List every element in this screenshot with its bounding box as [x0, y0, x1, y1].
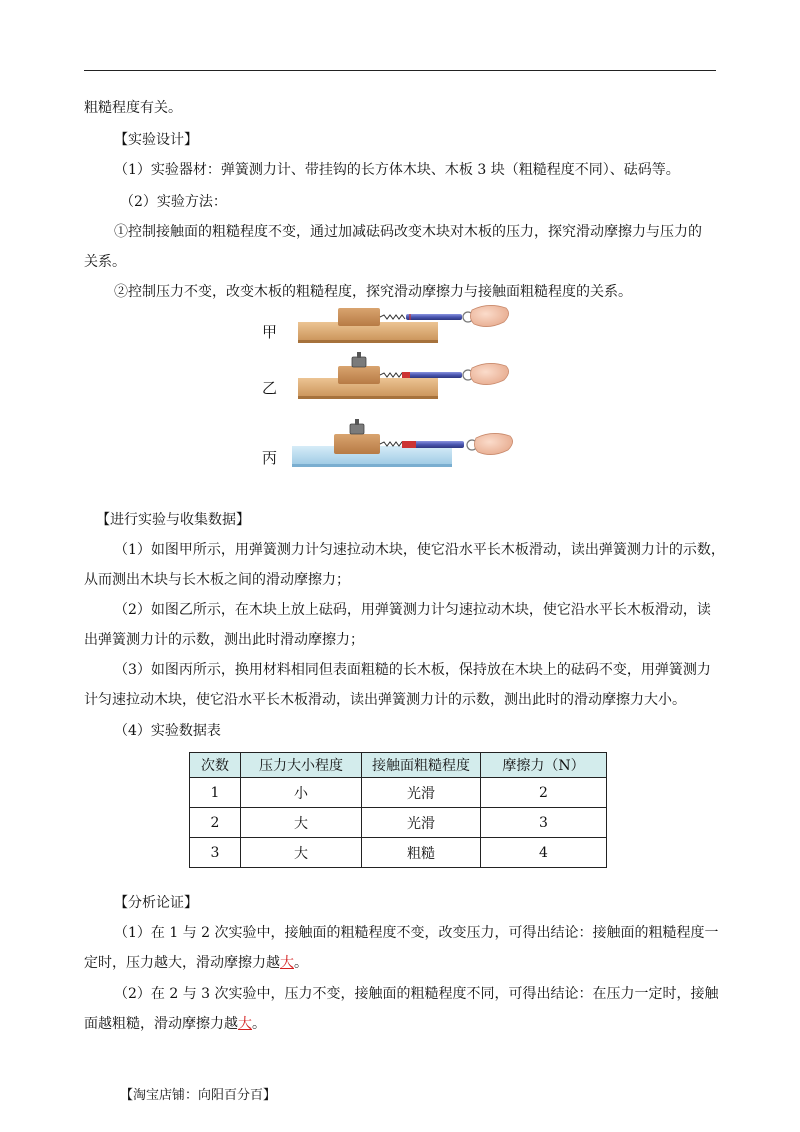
- procedure-step4: （4）实验数据表: [114, 723, 221, 739]
- table-cell: 粗糙: [362, 838, 481, 868]
- table-header: 接触面粗糙程度: [362, 753, 481, 778]
- table-cell: 光滑: [362, 778, 481, 808]
- design-method1-line1: ①控制接触面的粗糙程度不变，通过加减砝码改变木块对木板的压力，探究滑动摩擦力与压力的: [114, 224, 702, 240]
- wood-block: [338, 308, 380, 326]
- figure-label-jia: 甲: [262, 323, 278, 341]
- procedure-step2-line1: （2）如图乙所示，在木块上放上砝码，用弹簧测力计匀速拉动木块，使它沿水平长木板滑动，读: [114, 602, 711, 618]
- analysis-c1-answer: 大: [280, 955, 294, 971]
- table-cell: 1: [190, 778, 241, 808]
- table-cell: 2: [481, 778, 607, 808]
- table-cell: 3: [190, 838, 241, 868]
- analysis-c2-line1: （2）在 2 与 3 次实验中，压力不变，接触面的粗糙程度不同，可得出结论：在压力一定时，接触: [114, 986, 719, 1002]
- experiment-figure: [290, 300, 530, 480]
- procedure-step3-line1: （3）如图丙所示，换用材料相同但表面粗糙的长木板，保持放在木块上的砝码不变，用弹簧测力: [114, 662, 711, 678]
- table-cell: 大: [241, 808, 362, 838]
- analysis-c1-text: 定时，压力越大，滑动摩擦力越: [84, 955, 280, 971]
- figure-label-bing: 丙: [262, 449, 278, 467]
- table-row: [190, 808, 607, 838]
- design-heading: 【实验设计】: [114, 132, 198, 148]
- design-method2: ②控制压力不变，改变木板的粗糙程度，探究滑动摩擦力与接触面粗糙程度的关系。: [114, 284, 632, 300]
- analysis-c2-line2: [84, 1014, 266, 1034]
- hand-icon: [474, 433, 512, 454]
- wood-block: [338, 366, 380, 384]
- table-row: [190, 838, 607, 868]
- design-method1-line2: 关系。: [84, 254, 126, 270]
- procedure-step1-line2: 从而测出木块与长木板之间的滑动摩擦力；: [84, 572, 350, 588]
- table-cell: 4: [481, 838, 607, 868]
- procedure-step2-line2: 出弹簧测力计的示数，测出此时滑动摩擦力；: [84, 632, 364, 648]
- setup-jia: [298, 305, 509, 343]
- table-cell: 2: [190, 808, 241, 838]
- procedure-heading: 【进行实验与收集数据】: [96, 512, 250, 528]
- analysis-c1-line1: （1）在 1 与 2 次实验中，接触面的粗糙程度不变，改变压力，可得出结论：接触面的粗糙程度一: [114, 925, 719, 941]
- analysis-c1-line2: [84, 953, 308, 973]
- data-table: [189, 752, 607, 868]
- header-rule: [84, 70, 716, 71]
- setup-yi: [298, 352, 509, 399]
- design-equipment: （1）实验器材：弹簧测力计、带挂钩的长方体木块、木板 3 块（粗糙程度不同）、砝码等。: [114, 162, 680, 178]
- footer-shop: 【淘宝店铺：向阳百分百】: [120, 1088, 277, 1103]
- setup-bing: [292, 419, 513, 467]
- hand-icon: [470, 363, 508, 384]
- weight-icon: [352, 357, 366, 367]
- hand-icon: [470, 305, 508, 326]
- design-method-title: （2）实验方法：: [120, 194, 227, 210]
- procedure-step3-line2: 计匀速拉动木块，使它沿水平长木板滑动，读出弹簧测力计的示数，测出此时的滑动摩擦力大小。: [84, 692, 686, 708]
- table-row: [190, 778, 607, 808]
- spring-scale: [402, 372, 462, 378]
- analysis-c1-end: 。: [294, 955, 308, 971]
- weight-icon: [350, 424, 364, 434]
- intro-tail: 粗糙程度有关。: [84, 100, 182, 116]
- spring-scale: [406, 314, 462, 320]
- table-header: 摩擦力（N）: [481, 753, 607, 778]
- table-cell: 小: [241, 778, 362, 808]
- figure-label-yi: 乙: [262, 379, 278, 397]
- table-header: 次数: [190, 753, 241, 778]
- table-cell: 光滑: [362, 808, 481, 838]
- table-cell: 3: [481, 808, 607, 838]
- analysis-c2-end: 。: [252, 1016, 266, 1032]
- table-cell: 大: [241, 838, 362, 868]
- procedure-step1-line1: （1）如图甲所示，用弹簧测力计匀速拉动木块，使它沿水平长木板滑动，读出弹簧测力计的示数，: [114, 542, 725, 558]
- table-header: 压力大小程度: [241, 753, 362, 778]
- wood-block: [334, 434, 380, 454]
- analysis-heading: 【分析论证】: [114, 895, 198, 911]
- table-header-row: [190, 753, 607, 778]
- analysis-c2-answer: 大: [238, 1016, 252, 1032]
- analysis-c2-text: 面越粗糙，滑动摩擦力越: [84, 1016, 238, 1032]
